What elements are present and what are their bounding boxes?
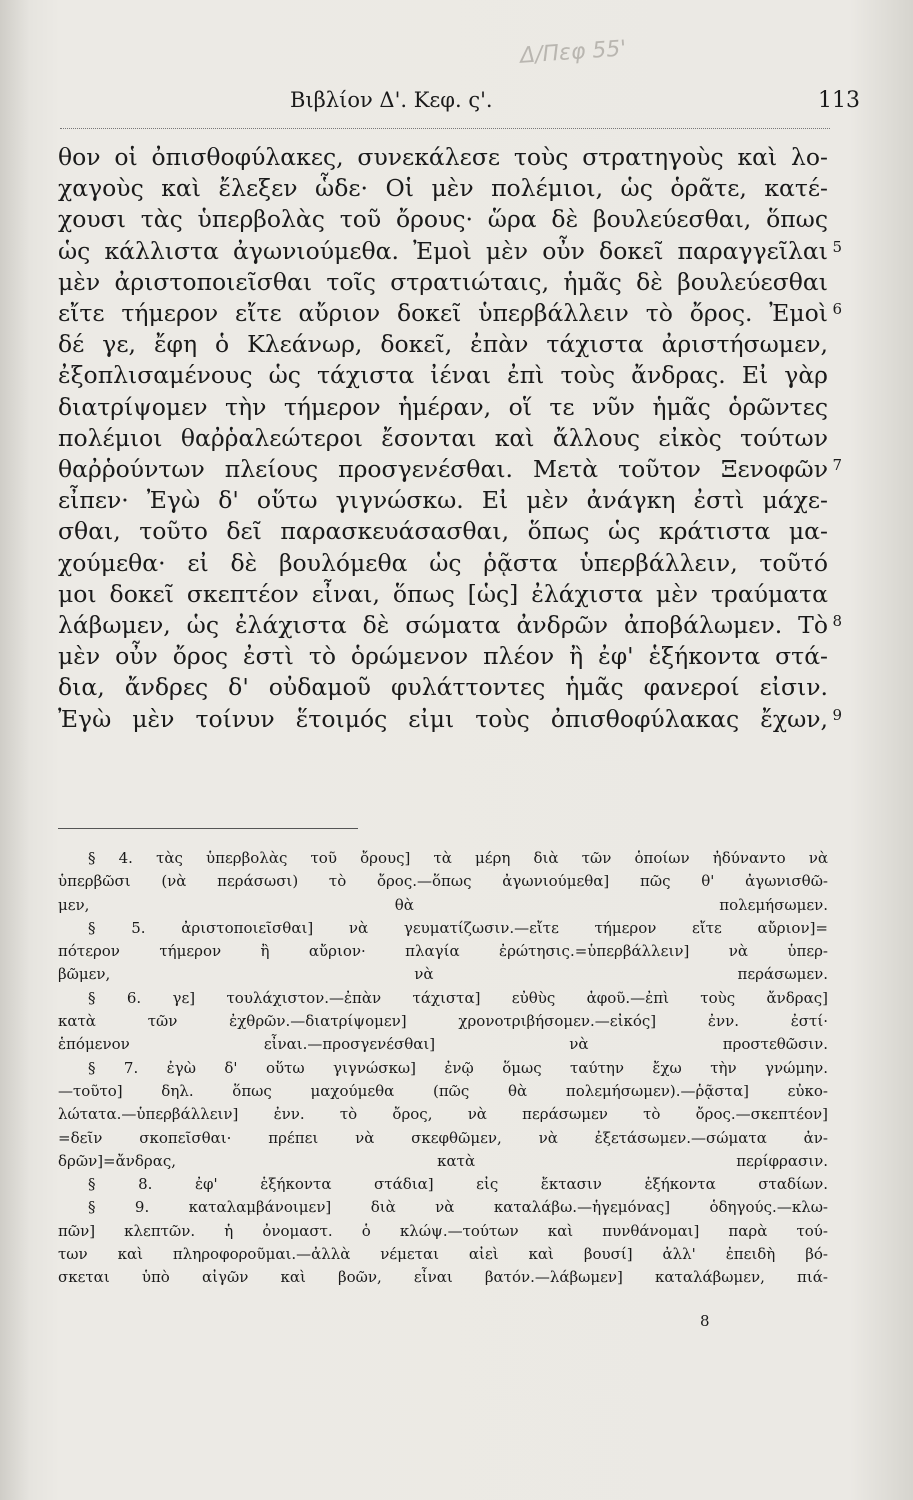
footnote-line: —τοῦτο] δηλ. ὅπως μαχούμεθα (πῶς θὰ πολεμήσωμεν).—ῥᾷστα] εὐκο-	[58, 1081, 828, 1100]
text-line-content: σθαι, τοῦτο δεῖ παρασκευάσασθαι, ὅπως ὡς κράτιστα μα-	[58, 517, 828, 546]
text-line	[58, 423, 828, 454]
text-line	[58, 204, 828, 235]
text-line-content: εἴτε τήμερον εἴτε αὔριον δοκεῖ ὑπερβάλλειν τὸ ὄρος. Ἐμοὶ	[58, 299, 828, 328]
text-line	[58, 704, 842, 735]
text-line-content: μὲν οὖν ὄρος ἐστὶ τὸ ὁρώμενον πλέον ἢ ἐφ' ἑξήκοντα στά-	[58, 642, 828, 671]
text-line-content: μοι δοκεῖ σκεπτέον εἶναι, ὅπως [ὡς] ἐλάχιστα μὲν τραύματα	[58, 579, 828, 608]
footnote-line: κατὰ τῶν ἐχθρῶν.—διατρίψομεν] χρονοτριβήσομεν.—εἰκός] ἐνν. ἐστί·	[58, 1012, 828, 1031]
text-line	[58, 485, 828, 516]
footnotes	[58, 847, 828, 1290]
text-line-content: μὲν ἀριστοποιεῖσθαι τοῖς στρατιώταις, ἡμᾶς δὲ βουλεύεσθαι	[58, 267, 828, 296]
text-line-content: πολέμιοι θαῤῥαλεώτεροι ἔσονται καὶ ἄλλους εἰκὸς τούτων	[58, 423, 828, 452]
text-line-content: χαγοὺς καὶ ἔλεξεν ὧδε· Οἱ μὲν πολέμιοι, ὡς ὁρᾶτε, κατέ-	[58, 174, 828, 203]
main-text	[58, 142, 842, 735]
pencil-annotation: Δ/Πεφ 55'	[519, 36, 628, 69]
text-line-content: λάβωμεν, ὡς ἐλάχιστα δὲ σώματα ἀνδρῶν ἀποβάλωμεν. Τὸ	[58, 611, 828, 640]
text-line	[58, 392, 828, 423]
footnote-line: § 5. ἀριστοποιεῖσθαι] νὰ γευματίζωσιν.—εἴτε τήμερον εἴτε αὔριον]=	[88, 918, 828, 937]
text-line-content: ὡς κάλλιστα ἀγωνιούμεθα. Ἐμοὶ μὲν οὖν δοκεῖ παραγγεῖλαι	[58, 236, 828, 265]
text-line	[58, 142, 828, 173]
footnote-line: ὑπερβῶσι (νὰ περάσωσι) τὸ ὄρος.—ὅπως ἀγωνιούμεθα] πῶς θ' ἀγωνισθῶ-	[58, 872, 828, 891]
section-number: 6	[832, 300, 842, 319]
footnote-line: σκεται ὑπὸ αἰγῶν καὶ βοῶν, εἶναι βατόν.—λάβωμεν] καταλάβωμεν, πιά-	[58, 1268, 828, 1287]
text-line-content: χούμεθα· εἰ δὲ βουλόμεθα ὡς ῥᾷστα ὑπερβάλλειν, τοῦτό	[58, 548, 828, 577]
text-line	[58, 267, 828, 298]
text-line	[58, 516, 828, 547]
footnote-line: βῶμεν, νὰ περάσωμεν.	[58, 965, 828, 984]
running-head: Βιβλίον Δ'. Κεφ. ς'.	[290, 88, 493, 112]
footnote-line: των καὶ πληροφοροῦμαι.—ἀλλὰ νέμεται αἰεὶ καὶ βουσί] ἀλλ' ἐπειδὴ βό-	[58, 1245, 828, 1264]
text-line	[58, 173, 828, 204]
text-line	[58, 610, 842, 641]
text-line-content: θαῤῥούντων πλείους προσγενέσθαι. Μετὰ τοῦτον Ξενοφῶν	[58, 455, 828, 484]
text-line	[58, 236, 842, 267]
text-line-content: δέ γε, ἔφη ὁ Κλεάνωρ, δοκεῖ, ἐπὰν τάχιστα ἀριστήσωμεν,	[58, 330, 828, 359]
text-line	[58, 672, 828, 703]
text-line-content: ἐξοπλισαμένους ὡς τάχιστα ἰέναι ἐπὶ τοὺς ἄνδρας. Εἰ γὰρ	[58, 361, 828, 390]
footnote-line: § 9. καταλαμβάνοιμεν] διὰ νὰ καταλάβω.—ἡγεμόνας] ὁδηγούς.—κλω-	[88, 1198, 828, 1217]
text-line	[58, 641, 828, 672]
footnote-line: δρῶν]=ἄνδρας, κατὰ περίφρασιν.	[58, 1151, 828, 1170]
section-number: 8	[832, 612, 842, 631]
footnote-line: ἑπόμενον εἶναι.—προσγενέσθαι] νὰ προστεθῶσιν.	[58, 1035, 828, 1054]
text-line-content: θον οἱ ὀπισθοφύλακες, συνεκάλεσε τοὺς στρατηγοὺς καὶ λο-	[58, 143, 828, 171]
header-rule	[60, 128, 830, 129]
footnote-line: § 7. ἐγὼ δ' οὕτω γιγνώσκω] ἐνῷ ὅμως ταύτην ἔχω τὴν γνώμην.	[88, 1058, 828, 1077]
footnote-line: πῶν] κλεπτῶν. ἡ ὀνομαστ. ὁ κλώψ.—τούτων καὶ πυνθάνομαι] παρὰ τού-	[58, 1221, 828, 1240]
section-number: 9	[832, 705, 842, 724]
section-number: 5	[832, 237, 842, 256]
text-line-content: διατρίψομεν τὴν τήμερον ἡμέραν, οἵ τε νῦν ἡμᾶς ὁρῶντες	[58, 392, 828, 421]
footnote-line: § 6. γε] τουλάχιστον.—ἐπὰν τάχιστα] εὐθὺς ἀφοῦ.—ἐπὶ τοὺς ἄνδρας]	[88, 988, 828, 1007]
footnote-line: μεν, θὰ πολεμήσωμεν.	[58, 895, 828, 914]
footnote-line: § 4. τὰς ὑπερβολὰς τοῦ ὄρους] τὰ μέρη διὰ τῶν ὁποίων ἠδύναντο νὰ	[88, 849, 828, 867]
text-line	[58, 548, 828, 579]
text-line	[58, 360, 828, 391]
text-line	[58, 579, 828, 610]
text-line-content: χουσι τὰς ὑπερβολὰς τοῦ ὄρους· ὥρα δὲ βουλεύεσθαι, ὅπως	[58, 205, 828, 234]
footnote-rule	[58, 828, 358, 829]
text-line	[58, 454, 842, 485]
footnote-line: =δεῖν σκοπεῖσθαι· πρέπει νὰ σκεφθῶμεν, νὰ ἐξετάσωμεν.—σώματα ἀν-	[58, 1128, 828, 1147]
text-line-content: εἶπεν· Ἐγὼ δ' οὕτω γιγνώσκω. Εἰ μὲν ἀνάγκη ἐστὶ μάχε-	[58, 486, 828, 515]
footnote-line: § 8. ἐφ' ἑξήκοντα στάδια] εἰς ἔκτασιν ἑξήκοντα σταδίων.	[88, 1175, 828, 1194]
text-line-content: Ἐγὼ μὲν τοίνυν ἕτοιμός εἰμι τοὺς ὀπισθοφύλακας ἔχων,	[58, 704, 828, 733]
section-number: 7	[832, 456, 842, 475]
footnote-line: λώτατα.—ὑπερβάλλειν] ἐνν. τὸ ὄρος, νὰ περάσωμεν τὸ ὄρος.—σκεπτέον]	[58, 1105, 828, 1124]
text-line-content: δια, ἄνδρες δ' οὐδαμοῦ φυλάττοντες ἡμᾶς φανεροί εἰσιν.	[58, 673, 828, 702]
page-number: 113	[818, 88, 860, 113]
signature-mark: 8	[700, 1312, 710, 1330]
text-line	[58, 298, 842, 329]
footnote-line: πότερον τήμερον ἢ αὔριον· πλαγία ἐρώτησις.=ὑπερβάλλειν] νὰ ὑπερ-	[58, 942, 828, 961]
text-line	[58, 329, 828, 360]
